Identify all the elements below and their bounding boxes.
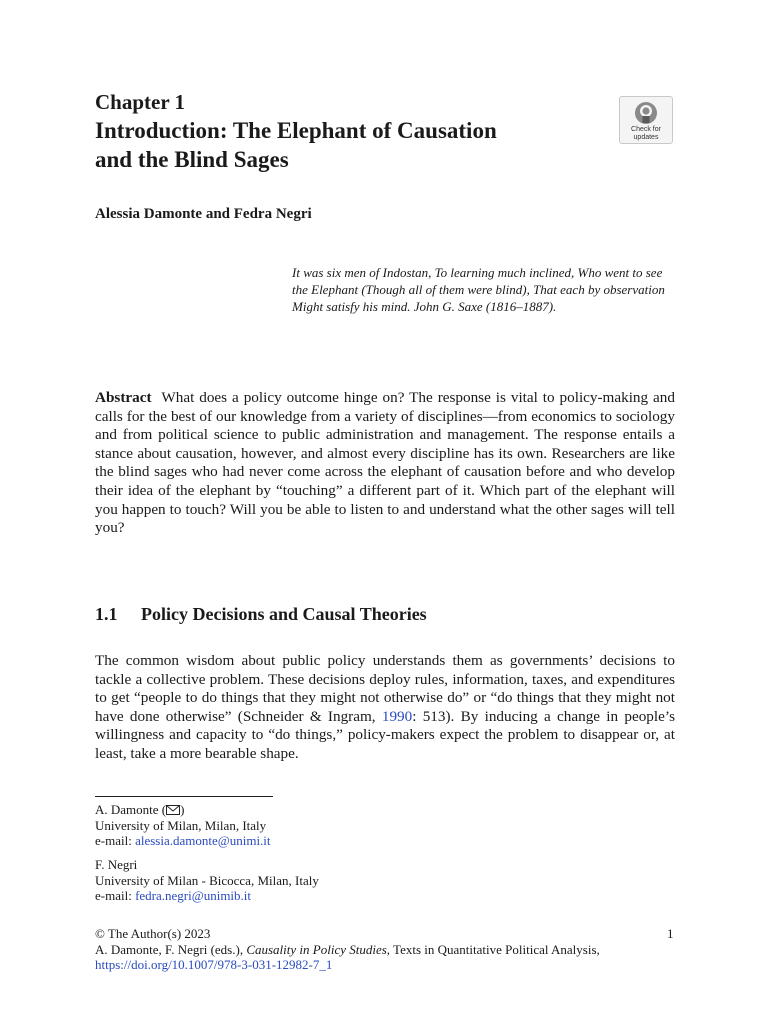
copyright-line: © The Author(s) 2023 bbox=[95, 926, 211, 941]
email-link-damonte[interactable]: alessia.damonte@unimi.it bbox=[135, 833, 271, 848]
affiliation-name: A. Damonte ( bbox=[95, 802, 167, 817]
section-number: 1.1 bbox=[95, 604, 118, 624]
footnote-divider bbox=[95, 796, 273, 797]
page-number: 1 bbox=[667, 926, 674, 941]
section-title: Policy Decisions and Causal Theories bbox=[141, 604, 427, 624]
citation-prefix: A. Damonte, F. Negri (eds.), bbox=[95, 941, 247, 957]
epigraph: It was six men of Indostan, To learning much inclined, Who went to see the Elephant (Though all of them were blind), That each by observation Might satisfy his mind. John G. Saxe (1816–1887). bbox=[292, 265, 665, 314]
email-label: e-mail: bbox=[95, 833, 136, 848]
doi-link[interactable]: https://doi.org/10.1007/978-3-031-12982-7_1 bbox=[95, 957, 333, 972]
chapter-title-line-1: Introduction: The Elephant of Causation bbox=[95, 118, 497, 143]
abstract bbox=[95, 389, 675, 538]
abstract-text: What does a policy outcome hinge on? The response is vital to policy-making and calls for the best of our knowledge from a variety of disciplines—from economics to sociology and from political science to public administration and management. The response entails a stance about causation, however, and almost every discipline has its own. Researchers are like the blind sages who had never come across the elephant of causation before and who develop their idea of the elephant by “touching” a different part of it. Which part of the elephant will you happen to touch? Will you be able to listen to and understand what the other sages will tell you? bbox=[95, 389, 675, 537]
envelope-icon[interactable] bbox=[166, 805, 180, 815]
body-text-part-1: The common wisdom about public policy understands them as governments’ decisions to tackle a collective problem. These decisions deploy rules, information, taxes, and expenditures to get “people to do things that they might not otherwise do” or “do things that they might not have done otherwise” (Schneider & Ingram, bbox=[95, 652, 675, 725]
badge-text-line-1: Check for bbox=[631, 126, 661, 133]
book-title: Causality in Policy Studies bbox=[246, 941, 387, 957]
author-list: Alessia Damonte and Fedra Negri bbox=[95, 206, 312, 222]
chapter-title bbox=[95, 116, 595, 174]
citation-footer bbox=[95, 926, 675, 973]
badge-text-line-2: updates bbox=[633, 134, 659, 141]
citation-link-1990[interactable]: 1990 bbox=[381, 707, 413, 725]
affiliation-negri bbox=[95, 857, 319, 904]
affiliation-institution: University of Milan - Bicocca, Milan, Italy bbox=[95, 872, 319, 888]
body-text-part-2: : 513). By inducing a change in people’s willingness and capacity to “do things,” policy-makers expect the problem to disappear or, at least, take a more bearable shape. bbox=[95, 707, 675, 762]
affiliation-name: F. Negri bbox=[95, 857, 138, 872]
abstract-label: Abstract bbox=[95, 389, 152, 406]
citation-mid: , Texts in Quantitative Political Analysis, bbox=[386, 941, 600, 957]
email-label: e-mail: bbox=[95, 888, 136, 903]
chapter-title-line-2: and the Blind Sages bbox=[95, 147, 289, 172]
affiliation-name-close: ) bbox=[180, 802, 185, 817]
email-link-negri[interactable]: fedra.negri@unimib.it bbox=[135, 888, 252, 903]
body-paragraph bbox=[95, 652, 675, 764]
affiliation-institution: University of Milan, Milan, Italy bbox=[95, 817, 267, 833]
check-for-updates-badge[interactable] bbox=[619, 96, 673, 144]
affiliation-damonte bbox=[95, 802, 271, 849]
chapter-label: Chapter 1 bbox=[95, 90, 186, 114]
crossmark-icon bbox=[634, 101, 658, 125]
section-heading bbox=[95, 604, 427, 625]
